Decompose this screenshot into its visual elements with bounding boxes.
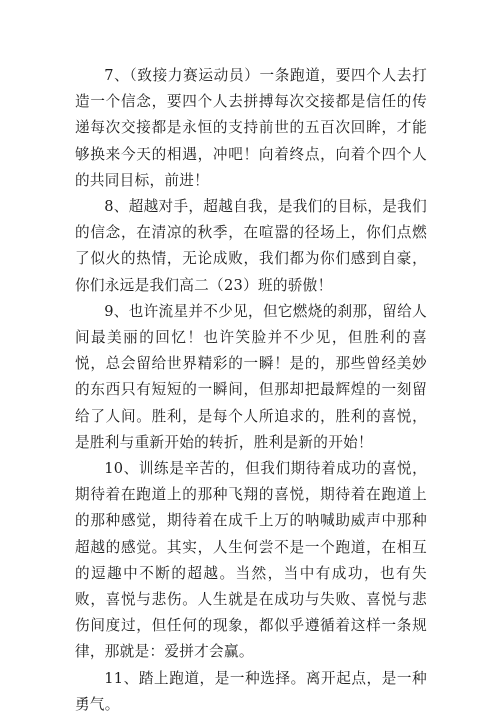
- paragraph-9: 9、也许流星并不少见，但它燃烧的刹那，留给人间最美丽的回忆！也许笑脸并不少见，但胜利的喜悦，总会留给世界精彩的一瞬！是的，那些曾经美妙的东西只有短短的一瞬间，但那却把最辉煌的一刻留给了人间。胜利，是每个人所追求的，胜利的喜悦，是胜利与重新开始的转折，胜利是新的开始！: [75, 302, 427, 451]
- paragraph-7: 7、（致接力赛运动员）一条跑道，要四个人去打造一个信念，要四个人去拼搏每次交接都是信任的传递每次交接都是永恒的支持前世的五百次回眸，才能够换来今天的相遇，冲吧！向着终点，向着个四个人的共同目标，前进！: [75, 67, 427, 189]
- document-body: [75, 63, 427, 718]
- paragraph-11: 11、踏上跑道，是一种选择。离开起点，是一种勇气。: [75, 669, 427, 713]
- paragraph-10: 10、训练是辛苦的，但我们期待着成功的喜悦，期待着在跑道上的那种飞翔的喜悦，期待着在跑道上的那种感觉，期待着在成千上万的呐喊助威声中那种超越的感觉。其实，人生何尝不是一个跑道，在相互的逗趣中不断的超越。当然，当中有成功，也有失败，喜悦与悲伤。人生就是在成功与失败、喜悦与悲伤间度过，但任何的现象，都似乎遵循着这样一条规律，那就是：爱拼才会赢。: [75, 460, 427, 661]
- paragraph-8: 8、超越对手，超越自我，是我们的目标，是我们的信念，在清凉的秋季，在喧嚣的径场上，你们点燃了似火的热情，无论成败，我们都为你们感到自豪，你们永远是我们高二（23）班的骄傲！: [75, 198, 427, 294]
